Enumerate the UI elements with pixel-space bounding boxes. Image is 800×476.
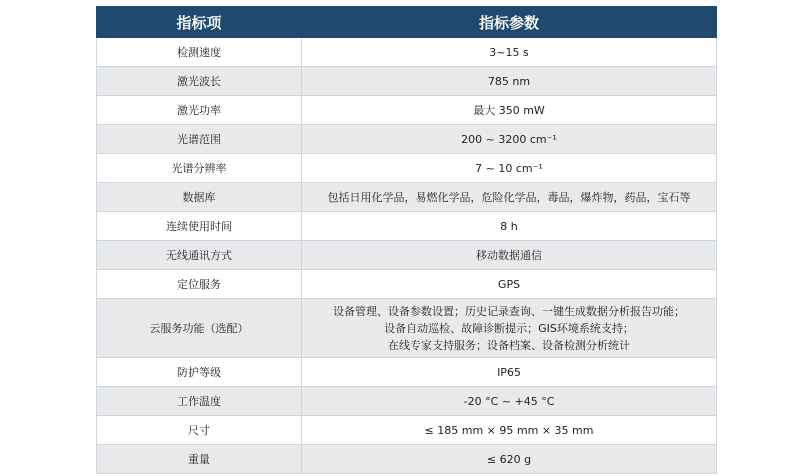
table-row — [97, 241, 717, 270]
header-item: 指标项 — [97, 7, 302, 38]
spec-table — [96, 6, 717, 474]
row-value — [302, 299, 717, 358]
row-label: 连续使用时间 — [97, 212, 302, 241]
row-label: 检测速度 — [97, 38, 302, 67]
table-row — [97, 183, 717, 212]
table-row — [97, 125, 717, 154]
row-label: 定位服务 — [97, 270, 302, 299]
table-row — [97, 358, 717, 387]
row-label: 工作温度 — [97, 387, 302, 416]
row-value-line: 设备自动巡检、故障诊断提示；GIS环境系统支持； — [384, 321, 634, 335]
table-header-row — [97, 7, 717, 38]
spec-table-container — [96, 6, 716, 474]
row-value: IP65 — [302, 358, 717, 387]
table-row — [97, 96, 717, 125]
table-row — [97, 67, 717, 96]
row-label: 数据库 — [97, 183, 302, 212]
table-row — [97, 445, 717, 474]
table-row — [97, 212, 717, 241]
row-label: 防护等级 — [97, 358, 302, 387]
row-value: -20 °C ~ +45 °C — [302, 387, 717, 416]
row-value: ≤ 620 g — [302, 445, 717, 474]
row-label: 重量 — [97, 445, 302, 474]
table-row — [97, 387, 717, 416]
row-label: 无线通讯方式 — [97, 241, 302, 270]
table-row — [97, 154, 717, 183]
table-row — [97, 38, 717, 67]
table-row — [97, 270, 717, 299]
table-row — [97, 299, 717, 358]
header-parameter: 指标参数 — [302, 7, 717, 38]
row-label: 尺寸 — [97, 416, 302, 445]
row-value-line: 设备管理、设备参数设置；历史记录查询、一键生成数据分析报告功能； — [333, 304, 685, 318]
row-label: 激光波长 — [97, 67, 302, 96]
row-label: 光谱范围 — [97, 125, 302, 154]
row-label: 光谱分辨率 — [97, 154, 302, 183]
row-label: 激光功率 — [97, 96, 302, 125]
row-value: 最大 350 mW — [302, 96, 717, 125]
row-value: 785 nm — [302, 67, 717, 96]
row-value: 3~15 s — [302, 38, 717, 67]
row-value: GPS — [302, 270, 717, 299]
row-value: 包括日用化学品，易燃化学品，危险化学品，毒品，爆炸物，药品，宝石等 — [302, 183, 717, 212]
row-value: 7 ~ 10 cm⁻¹ — [302, 154, 717, 183]
row-label: 云服务功能（选配） — [97, 299, 302, 358]
row-value: ≤ 185 mm × 95 mm × 35 mm — [302, 416, 717, 445]
row-value-line: 在线专家支持服务；设备档案、设备检测分析统计 — [388, 338, 630, 352]
table-row — [97, 416, 717, 445]
row-value: 8 h — [302, 212, 717, 241]
row-value: 移动数据通信 — [302, 241, 717, 270]
row-value: 200 ~ 3200 cm⁻¹ — [302, 125, 717, 154]
